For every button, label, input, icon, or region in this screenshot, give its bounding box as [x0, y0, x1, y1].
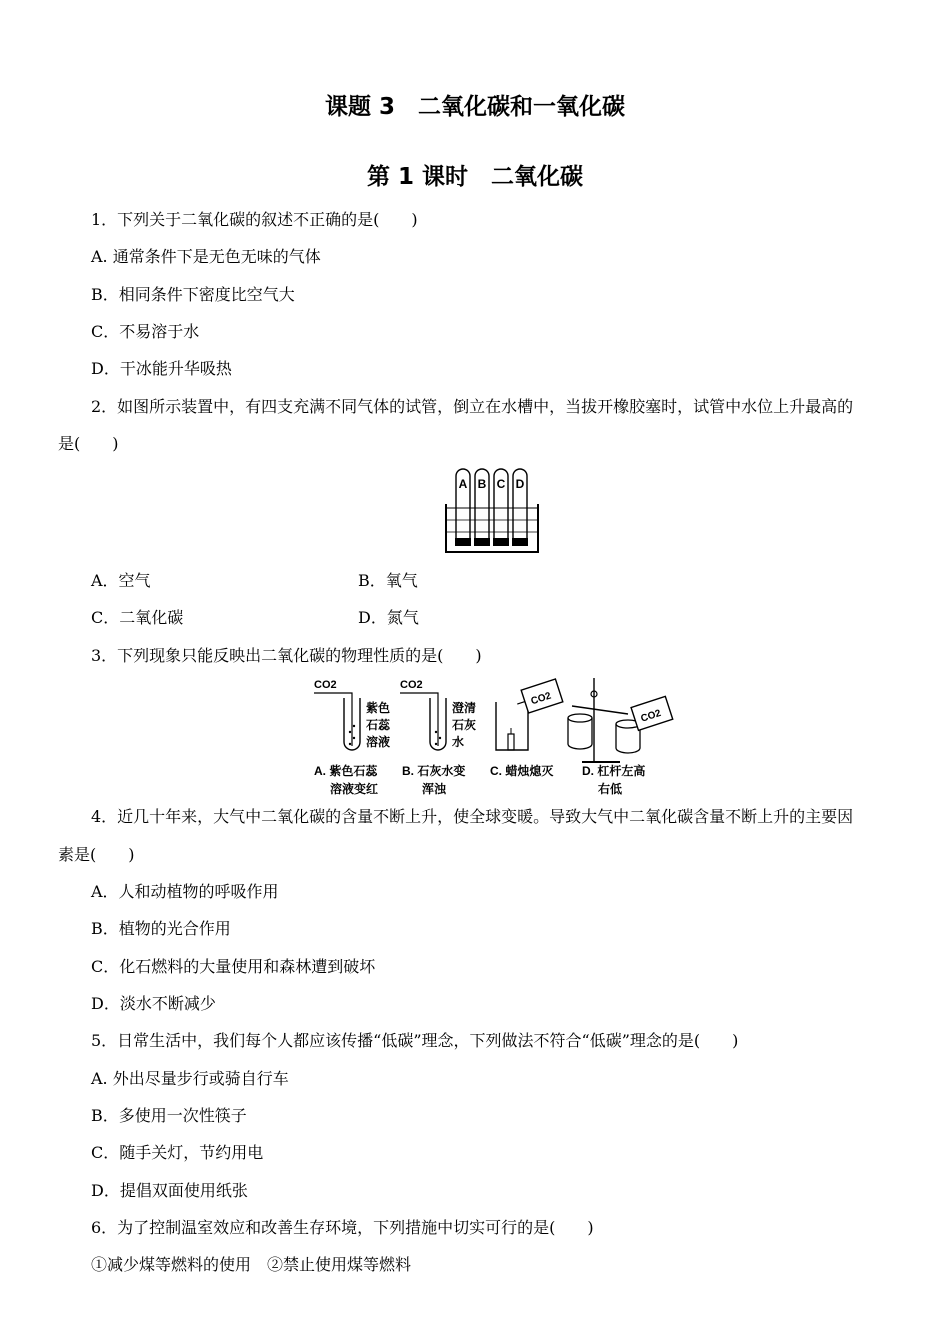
section-title: 第 1 课时 二氧化碳: [366, 164, 584, 190]
fig-b-reagent-3: 水: [452, 735, 465, 749]
q2-option-b: B．氧气: [358, 571, 418, 590]
fig-b-caption-1: B. 石灰水变: [402, 764, 466, 778]
q1-option-d: D．干冰能升华吸热: [91, 359, 232, 378]
tube-label-d: D: [515, 477, 525, 491]
tube-label-a: A: [458, 477, 468, 491]
q5-option-b: B．多使用一次性筷子: [91, 1106, 247, 1125]
q4-option-c: C．化石燃料的大量使用和森林遭到破坏: [91, 957, 376, 976]
q1-stem: 1．下列关于二氧化碳的叙述不正确的是( ): [91, 210, 418, 229]
fig-b-reagent-1: 澄清: [452, 701, 477, 715]
fig-d-caption-1: D. 杠杆左高: [582, 764, 646, 778]
fig-d-caption-2: 右低: [598, 782, 623, 796]
q1-option-b: B．相同条件下密度比空气大: [91, 285, 295, 304]
fig-b-caption-2: 浑浊: [422, 782, 447, 796]
q2-stem-line1: 2．如图所示装置中，有四支充满不同气体的试管，倒立在水槽中，当拔开橡胶塞时，试管中水位上升最高的: [91, 397, 854, 416]
fig-a-gas-label: CO2: [314, 679, 337, 691]
fig-a-caption-2: 溶液变红: [330, 782, 379, 796]
tube-label-b: B: [477, 477, 487, 491]
q5-option-a: A. 外出尽量步行或骑自行车: [91, 1069, 289, 1088]
fig-b-gas-label: CO2: [400, 679, 423, 691]
lesson-title: 课题 3 二氧化碳和一氧化碳: [324, 94, 625, 120]
q4-stem-line2: 素是( ): [58, 845, 135, 864]
q6-stem: 6．为了控制温室效应和改善生存环境，下列措施中切实可行的是( ): [91, 1218, 594, 1237]
fig-a-caption-1: A. 紫色石蕊: [314, 764, 378, 778]
fig-a-reagent-1: 紫色: [366, 701, 391, 715]
q4-option-d: D．淡水不断减少: [91, 994, 216, 1013]
q5-option-d: D．提倡双面使用纸张: [91, 1181, 248, 1200]
q4-stem-line1: 4．近几十年来，大气中二氧化碳的含量不断上升，使全球变暖。导致大气中二氧化碳含量不断上升的主要因: [91, 807, 854, 826]
q3-experiment-figure: [310, 674, 680, 800]
q4-option-b: B．植物的光合作用: [91, 919, 231, 938]
q2-stem-line2: 是( ): [58, 434, 119, 453]
q5-stem: 5．日常生活中，我们每个人都应该传播“低碳”理念，下列做法不符合“低碳”理念的是( ): [91, 1031, 739, 1050]
q4-option-a: A．人和动植物的呼吸作用: [91, 882, 279, 901]
fig-d-gas-label: CO2: [639, 707, 663, 725]
q5-option-c: C．随手关灯，节约用电: [91, 1143, 264, 1162]
q2-test-tube-figure: [440, 468, 544, 556]
q1-option-c: C．不易溶于水: [91, 322, 200, 341]
fig-a-reagent-2: 石蕊: [366, 718, 391, 732]
fig-b-reagent-2: 石灰: [452, 718, 477, 732]
q1-option-a: A. 通常条件下是无色无味的气体: [91, 247, 321, 266]
q2-option-a: A．空气: [91, 571, 151, 590]
tube-label-c: C: [496, 477, 506, 491]
fig-c-caption: C. 蜡烛熄灭: [490, 764, 554, 778]
q2-option-d: D．氮气: [358, 608, 419, 627]
q6-items-line: ①减少煤等燃料的使用 ②禁止使用煤等燃料: [91, 1255, 412, 1274]
q3-stem: 3．下列现象只能反映出二氧化碳的物理性质的是( ): [91, 646, 482, 665]
fig-c-gas-label: CO2: [529, 690, 553, 708]
q2-option-c: C．二氧化碳: [91, 608, 184, 627]
fig-a-reagent-3: 溶液: [366, 735, 391, 749]
